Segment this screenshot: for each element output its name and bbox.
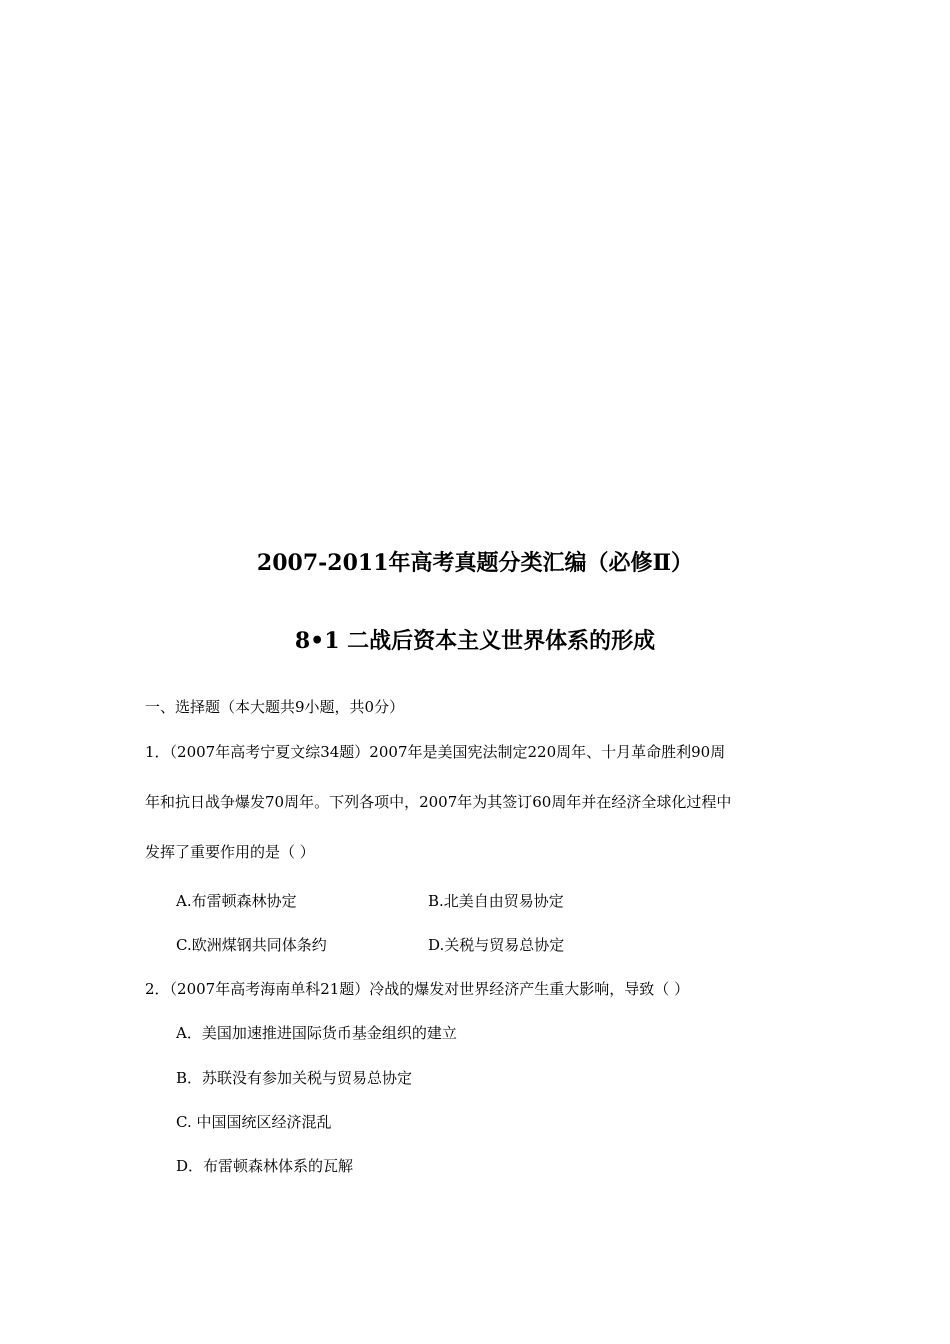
question-2-option-b: B．苏联没有参加关税与贸易总协定 — [176, 1069, 413, 1087]
question-1-option-c: C.欧洲煤钢共同体条约 — [176, 936, 327, 954]
question-2-option-d: D．布雷顿森林体系的瓦解 — [176, 1157, 354, 1175]
question-2-option-a: A．美国加速推进国际货币基金组织的建立 — [176, 1024, 457, 1042]
question-2-option-c: C. 中国国统区经济混乱 — [176, 1113, 332, 1131]
question-1-number: 1． — [145, 743, 170, 761]
question-1-option-a: A.布雷顿森林协定 — [176, 892, 297, 910]
section-header: 一、选择题（本大题共9小题，共0分） — [145, 698, 405, 716]
question-1-text-line-3: 发挥了重要作用的是（ ） — [145, 843, 315, 861]
question-1-text-line-1: （2007年高考宁夏文综34题）2007年是美国宪法制定220周年、十月革命胜利90周 — [169, 743, 726, 761]
question-2-line-1 — [145, 978, 689, 1000]
document-subtitle: 8•1 二战后资本主义世界体系的形成 — [294, 628, 656, 654]
question-2-text-line-1: （2007年高考海南单科21题）冷战的爆发对世界经济产生重大影响，导致（ ） — [169, 980, 690, 998]
question-1-option-b: B.北美自由贸易协定 — [428, 892, 564, 910]
question-1-option-d: D.关税与贸易总协定 — [428, 936, 565, 954]
document-title: 2007-2011年高考真题分类汇编（必修Ⅱ） — [256, 550, 694, 576]
question-1-line-1 — [145, 741, 725, 763]
question-1-text-line-2: 年和抗日战争爆发70周年。下列各项中，2007年为其签订60周年并在经济全球化过程中 — [145, 793, 732, 811]
question-2-number: 2． — [145, 980, 170, 998]
